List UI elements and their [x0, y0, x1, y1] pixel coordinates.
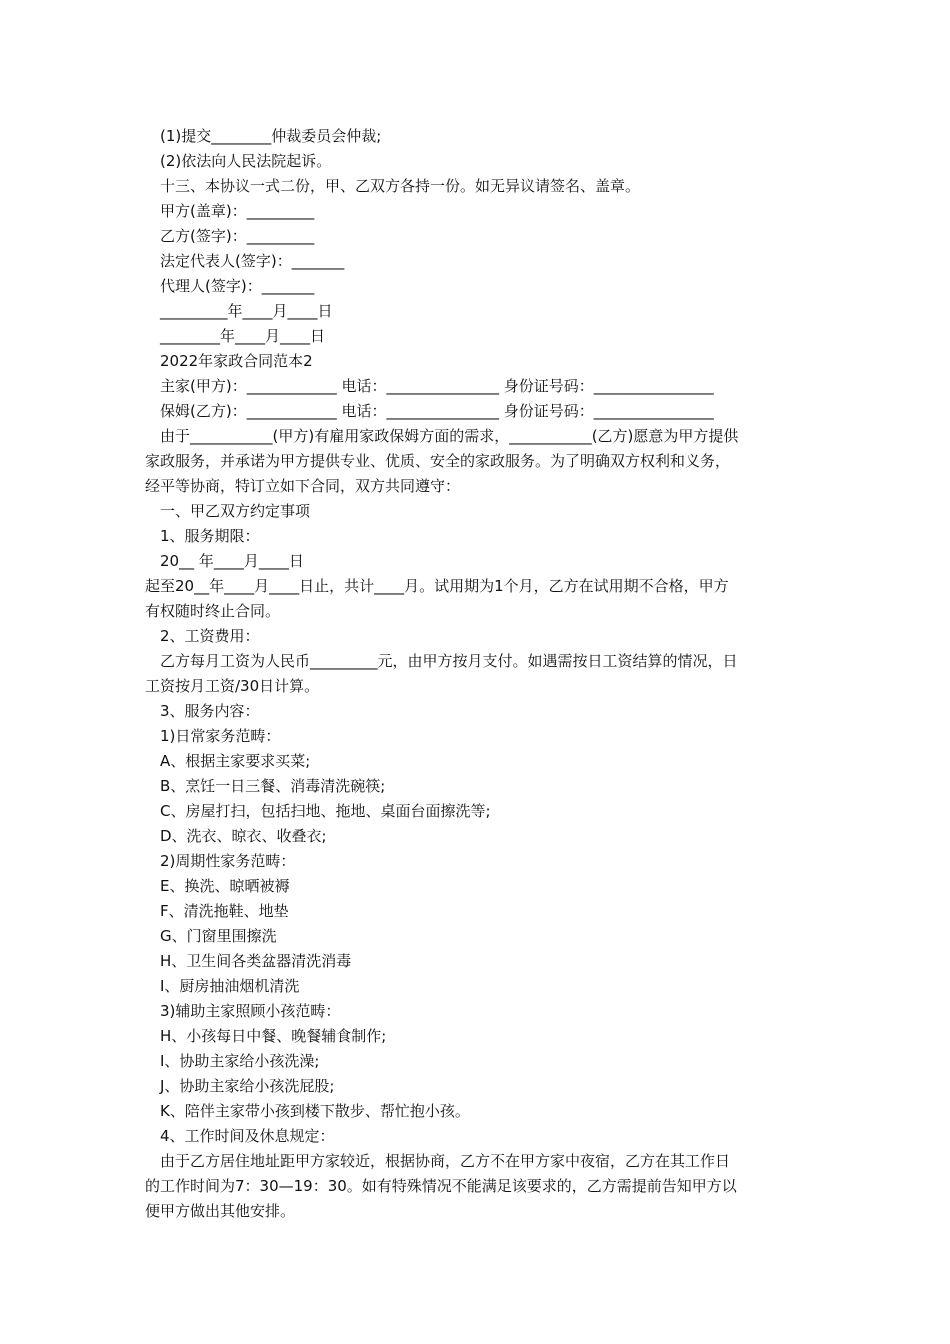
arb-option-2: (2)依法向人民法院起诉。: [160, 152, 332, 170]
section-2-block: [145, 624, 810, 649]
date-1: _________年____月____日: [160, 302, 333, 320]
hours-paragraph: [145, 1149, 810, 1224]
clause-13: 十三、本协议一式二份，甲、乙双方各持一份。如无异议请签名、盖章。: [160, 177, 641, 195]
item-4-hours: 4、工作时间及休息规定：: [160, 1127, 335, 1145]
contract-2-title: 2022年家政合同范本2: [160, 352, 313, 370]
periodic-g: G、门窗里围擦洗: [160, 927, 277, 945]
child-i: I、协助主家给小孩洗澡;: [160, 1052, 320, 1070]
sign-party-b: 乙方(签字)：_________: [160, 227, 315, 245]
periodic-f: F、清洗拖鞋、地垫: [160, 902, 289, 920]
child-k: K、陪伴主家带小孩到楼下散步、帮忙抱小孩。: [160, 1102, 470, 1120]
period-start: 20__ 年____月____日: [160, 552, 304, 570]
intro-paragraph: [145, 424, 810, 499]
item-3-content: 3、服务内容：: [160, 702, 260, 720]
periodic-i: I、厨房抽油烟机清洗: [160, 977, 300, 995]
intro-paragraph-line: 由于___________(甲方)有雇用家政保姆方面的需求，___________(乙方)愿意为甲方提供: [160, 427, 739, 445]
daily-c: C、房屋打扫，包括扫地、拖地、桌面台面擦洗等;: [160, 802, 491, 820]
hours-paragraph-line: 由于乙方居住地址距甲方家较近，根据协商，乙方不在甲方家中夜宿，乙方在其工作日: [160, 1152, 731, 1170]
sign-party-a: 甲方(盖章)：_________: [160, 202, 315, 220]
period-paragraph: [145, 574, 810, 624]
child-j: J、协助主家给小孩洗屁股;: [160, 1077, 335, 1095]
sign-agent: 代理人(签字)：_______: [160, 277, 315, 295]
daily-d: D、洗衣、晾衣、收叠衣;: [160, 827, 327, 845]
wage-paragraph-line: 工资按月工资/30日计算。: [145, 677, 320, 695]
child-scope: 3)辅助主家照顾小孩范畴：: [160, 1002, 341, 1020]
period-paragraph-line: 起至20__年____月____日止，共计____月。试用期为1个月，乙方在试用期不合格，甲方: [145, 577, 729, 595]
periodic-h: H、卫生间各类盆器清洗消毒: [160, 952, 352, 970]
item-1-period: 1、服务期限：: [160, 527, 260, 545]
period-paragraph-line: 有权随时终止合同。: [145, 602, 281, 620]
intro-paragraph-line: 经平等协商，特订立如下合同，双方共同遵守：: [145, 477, 461, 495]
document-page: [145, 124, 810, 1224]
section-1: 一、甲乙双方约定事项: [160, 502, 311, 520]
child-h: H、小孩每日中餐、晚餐辅食制作;: [160, 1027, 387, 1045]
periodic-scope: 2)周期性家务范畴：: [160, 852, 296, 870]
hours-paragraph-line: 便甲方做出其他安排。: [145, 1202, 296, 1220]
arb-option-1: (1)提交________仲裁委员会仲裁;: [160, 127, 382, 145]
section-3-block: [145, 699, 810, 1149]
intro-paragraph-line: 家政服务，并承诺为甲方提供专业、优质、安全的家政服务。为了明确双方权利和义务，: [145, 452, 731, 470]
nanny-info: 保姆(乙方)：____________ 电话：_______________ 身份证号码：________________: [160, 402, 714, 420]
employer-info: 主家(甲方)：____________ 电话：_______________ 身份证号码：________________: [160, 377, 714, 395]
wage-paragraph-line: 乙方每月工资为人民币_________元，由甲方按月支付。如遇需按日工资结算的情况，日: [160, 652, 738, 670]
daily-scope: 1)日常家务范畴：: [160, 727, 281, 745]
hours-paragraph-line: 的工作时间为7：30—19：30。如有特殊情况不能满足该要求的，乙方需提前告知甲方以: [145, 1177, 737, 1195]
signature-and-header-block: [145, 124, 810, 424]
date-2: ________年____月____日: [160, 327, 326, 345]
daily-a: A、根据主家要求买菜;: [160, 752, 311, 770]
sign-legal-rep: 法定代表人(签字)：_______: [160, 252, 345, 270]
daily-b: B、烹饪一日三餐、消毒清洗碗筷;: [160, 777, 386, 795]
section-1-block: [145, 499, 810, 574]
periodic-e: E、换洗、晾晒被褥: [160, 877, 290, 895]
item-2-wage: 2、工资费用：: [160, 627, 260, 645]
wage-paragraph: [145, 649, 810, 699]
